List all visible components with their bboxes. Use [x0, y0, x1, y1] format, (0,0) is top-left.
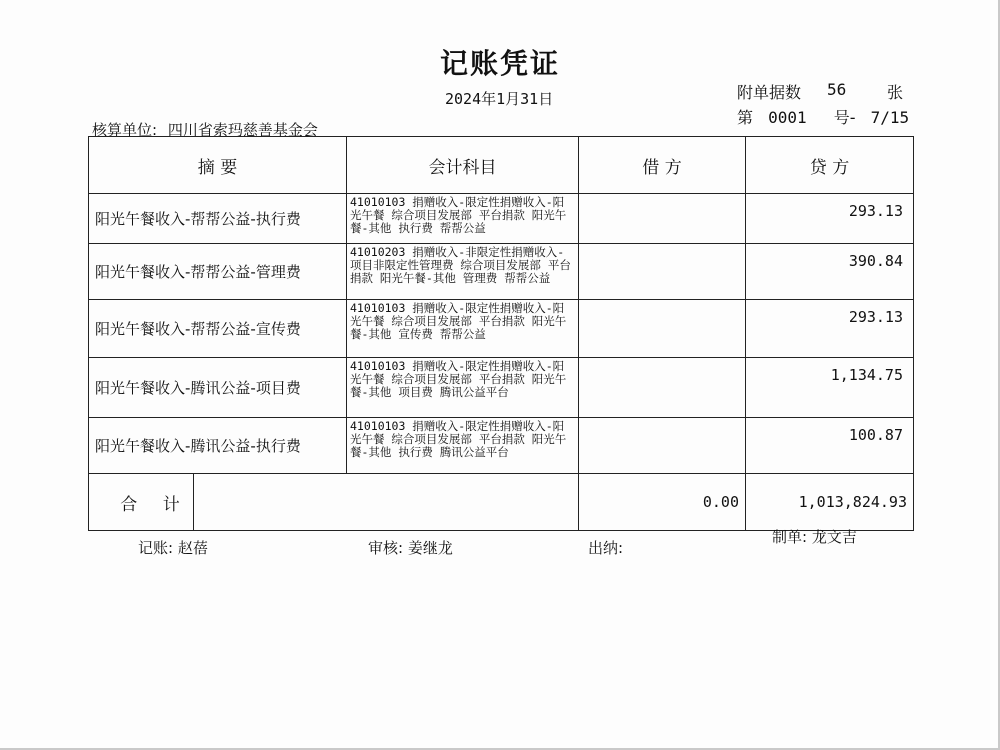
row-account: 41010203 捐赠收入-非限定性捐赠收入-项目非限定性管理费 综合项目发展部 平台捐款 阳光午餐-其他 管理费 帮帮公益	[347, 244, 579, 300]
voucher-number-mid: 号-	[833, 108, 856, 127]
table-row	[89, 300, 914, 358]
voucher-number-value: 0001	[768, 108, 807, 127]
row-debit	[579, 244, 746, 300]
attachment-unit: 张	[887, 83, 904, 102]
attachment-count	[737, 80, 904, 103]
total-credit: 1,013,824.93	[746, 474, 914, 531]
row-summary: 阳光午餐收入-帮帮公益-管理费	[89, 244, 347, 300]
table-row	[89, 418, 914, 474]
row-credit: 390.84	[746, 244, 914, 300]
signature-bookkeeper: 记账: 赵蓓	[138, 539, 208, 557]
row-credit: 1,134.75	[746, 358, 914, 418]
header-row	[89, 137, 914, 194]
total-row	[89, 474, 914, 531]
row-account: 41010103 捐赠收入-限定性捐赠收入-阳光午餐 综合项目发展部 平台捐款 阳光午餐-其他 宣传费 帮帮公益	[347, 300, 579, 358]
row-debit	[579, 194, 746, 244]
row-debit	[579, 418, 746, 474]
header-summary: 摘 要	[89, 137, 347, 194]
voucher-title: 记账凭证	[439, 47, 560, 80]
row-account: 41010103 捐赠收入-限定性捐赠收入-阳光午餐 综合项目发展部 平台捐款 阳光午餐-其他 项目费 腾讯公益平台	[347, 358, 579, 418]
header-debit: 借 方	[579, 137, 746, 194]
signature-preparer: 制单: 龙文吉	[772, 528, 857, 546]
voucher-number	[737, 105, 909, 128]
row-credit: 100.87	[746, 418, 914, 474]
table-row	[89, 194, 914, 244]
header-account: 会计科目	[347, 137, 579, 194]
attachment-number: 56	[827, 80, 847, 99]
table-row	[89, 358, 914, 418]
signature-reviewer: 审核: 姜继龙	[368, 539, 453, 557]
row-summary: 阳光午餐收入-帮帮公益-宣传费	[89, 300, 347, 358]
voucher-page: 7/15	[870, 108, 910, 127]
accounting-unit-label: 核算单位:	[92, 121, 158, 139]
total-label: 合 计	[89, 474, 194, 530]
row-account: 41010103 捐赠收入-限定性捐赠收入-阳光午餐 综合项目发展部 平台捐款 阳光午餐-其他 执行费 腾讯公益平台	[347, 418, 579, 474]
voucher-date: 2024年1月31日	[445, 90, 554, 108]
row-debit	[579, 300, 746, 358]
row-debit	[579, 358, 746, 418]
voucher-table	[88, 136, 914, 531]
row-account: 41010103 捐赠收入-限定性捐赠收入-阳光午餐 综合项目发展部 平台捐款 阳光午餐-其他 执行费 帮帮公益	[347, 194, 579, 244]
row-summary: 阳光午餐收入-帮帮公益-执行费	[89, 194, 347, 244]
row-summary: 阳光午餐收入-腾讯公益-项目费	[89, 358, 347, 418]
header-credit: 贷 方	[746, 137, 914, 194]
attachment-label: 附单据数	[737, 83, 802, 102]
row-summary: 阳光午餐收入-腾讯公益-执行费	[89, 418, 347, 474]
total-label-cell	[89, 474, 579, 531]
signature-cashier: 出纳:	[588, 539, 624, 557]
row-credit: 293.13	[746, 194, 914, 244]
accounting-unit-value: 四川省索玛慈善基金会	[167, 121, 318, 139]
voucher-number-prefix: 第	[737, 108, 754, 127]
total-debit: 0.00	[579, 474, 746, 531]
table-row	[89, 244, 914, 300]
row-credit: 293.13	[746, 300, 914, 358]
